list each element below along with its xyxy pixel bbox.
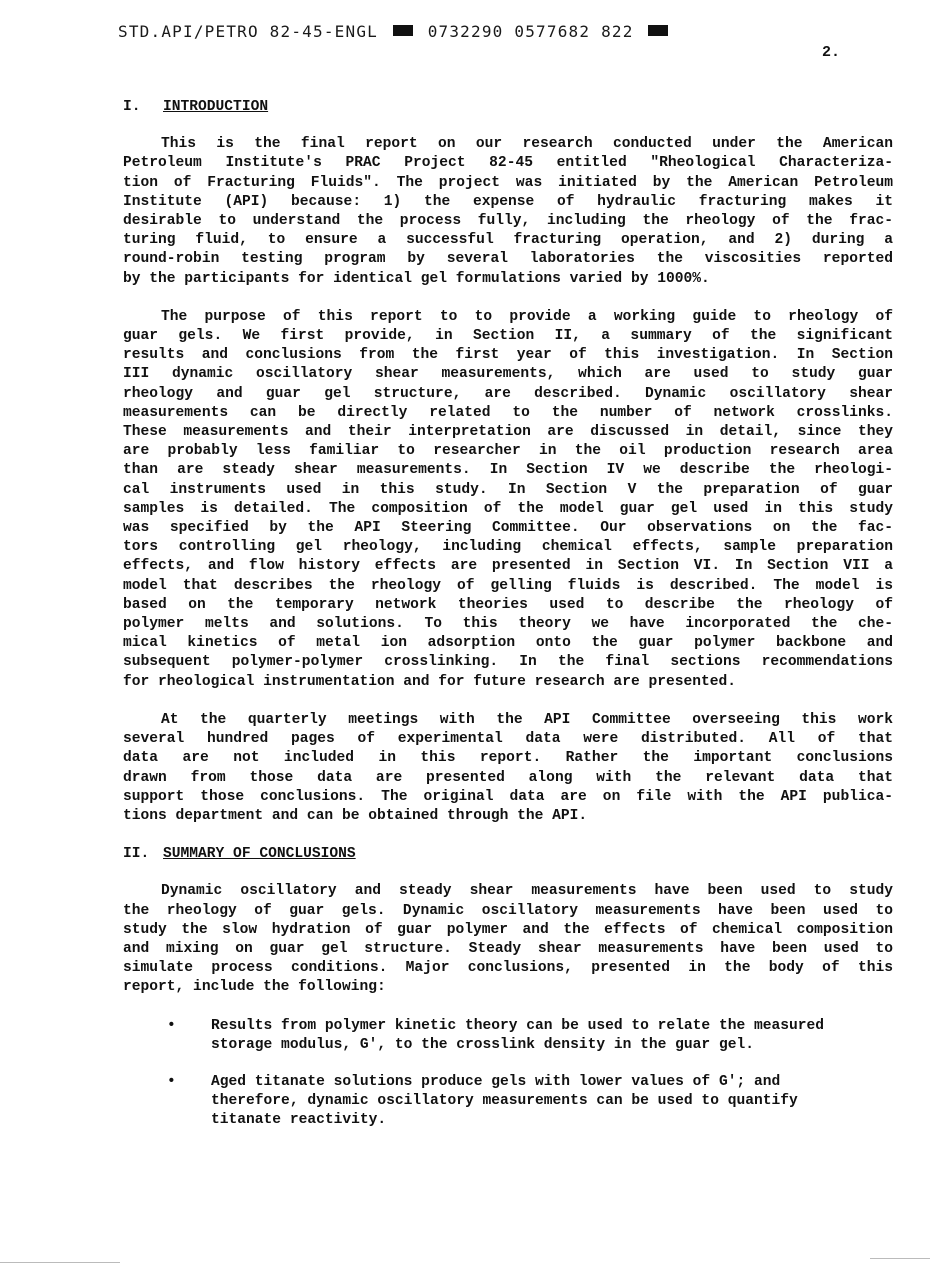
paragraph-line: report, include the following: — [123, 979, 386, 996]
bullet-line: storage modulus, G', to the crosslink density in the guar gel. — [211, 1036, 754, 1053]
scan-artifact — [0, 1262, 120, 1263]
paragraph-line: cal instruments used in this study. In Section V the preparation of guar — [123, 481, 893, 498]
paragraph-line: several hundred pages of experimental data were distributed. All of that — [123, 731, 893, 748]
paragraph-line: tors controlling gel rheology, including chemical effects, sample preparation — [123, 539, 893, 556]
paragraph-line: These measurements and their interpretation are discussed in detail, since they — [123, 424, 893, 441]
section-title: INTRODUCTION — [163, 99, 269, 115]
paragraph-line: by the participants for identical gel formulations varied by 1000%. — [123, 270, 710, 287]
section-number: II. — [123, 846, 150, 863]
bullet-line: titanate reactivity. — [211, 1112, 387, 1129]
paragraph-line: model that describes the rheology of gelling fluids is described. The model is — [123, 577, 893, 594]
paragraph-line: subsequent polymer-polymer crosslinking. In the final sections recommendations — [123, 654, 893, 671]
paragraph-line: results and conclusions from the first year of this investigation. In Section — [123, 347, 893, 364]
paragraph-line: Petroleum Institute's PRAC Project 82-45 entitled "Rheological Characteriza- — [123, 155, 893, 172]
paragraph-line: round-robin testing program by several laboratories the viscosities reported — [123, 251, 893, 268]
document-body — [123, 98, 893, 1149]
paragraph-line: based on the temporary network theories used to describe the rheology of — [123, 596, 893, 613]
paragraph-line: Dynamic oscillatory and steady shear measurements have been used to study — [161, 883, 893, 900]
section-number: I. — [123, 99, 141, 115]
paragraph-line: and mixing on guar gel structure. Steady shear measurements have been used to — [123, 940, 893, 957]
redaction-block — [393, 25, 413, 36]
section-heading — [123, 98, 893, 117]
paragraph-line: support those conclusions. The original data are on file with the API publica- — [123, 788, 893, 805]
paragraph — [123, 308, 893, 692]
bullet-marker: • — [167, 1073, 176, 1090]
paragraph-line: study the slow hydration of guar polymer and the effects of chemical composition — [123, 921, 893, 938]
header-code-2: 0577682 — [514, 22, 591, 41]
paragraph-line: measurements can be directly related to the number of network crosslinks. — [123, 404, 893, 421]
document-id: STD.API/PETRO 82-45-ENGL — [118, 22, 378, 41]
bullet-line: Results from polymer kinetic theory can be used to relate the measured — [211, 1017, 825, 1034]
paragraph-line: than are steady shear measurements. In Section IV we describe the rheologi- — [123, 462, 893, 479]
paragraph-line: simulate process conditions. Major conclusions, presented in the body of this — [123, 960, 893, 977]
section-heading — [123, 845, 893, 864]
paragraph — [123, 711, 893, 826]
paragraph-line: was specified by the API Steering Committee. Our observations on the fac- — [123, 520, 893, 537]
paragraph — [123, 882, 893, 997]
paragraph-line: drawn from those data are presented along with the relevant data that — [123, 769, 893, 786]
section-title: SUMMARY OF CONCLUSIONS — [163, 846, 356, 863]
bullet-marker: • — [167, 1017, 176, 1034]
paragraph-line: At the quarterly meetings with the API Committee overseeing this work — [161, 711, 893, 728]
paragraph-line: turing fluid, to ensure a successful fracturing operation, and 2) during a — [123, 232, 893, 249]
paragraph-line: Institute (API) because: 1) the expense of hydraulic fracturing makes it — [123, 193, 893, 210]
paragraph-line: tion of Fracturing Fluids". The project was initiated by the American Petroleum — [123, 174, 893, 191]
paragraph-line: data are not included in this report. Rather the important conclusions — [123, 750, 893, 767]
bullet-line: Aged titanate solutions produce gels with lower values of G'; and — [211, 1073, 781, 1090]
paragraph-line: guar gels. We first provide, in Section II, a summary of the significant — [123, 328, 893, 345]
paragraph-line: III dynamic oscillatory shear measurements, which are used to study guar — [123, 366, 893, 383]
paragraph-line: The purpose of this report to to provide a working guide to rheology of — [161, 308, 893, 325]
document-header — [118, 22, 672, 41]
bullet-item — [123, 1017, 893, 1055]
page-number: 2. — [822, 44, 841, 61]
paragraph-line: polymer melts and solutions. To this theory we have incorporated the che- — [123, 616, 893, 633]
paragraph-line: the rheology of guar gels. Dynamic oscillatory measurements have been used to — [123, 902, 893, 919]
paragraph — [123, 135, 893, 289]
paragraph-line: samples is detailed. The composition of the model guar gel used in this study — [123, 500, 893, 517]
paragraph-line: are probably less familiar to researcher in the oil production research area — [123, 443, 893, 460]
bullet-item — [123, 1073, 893, 1131]
header-code-1: 0732290 — [427, 22, 504, 41]
scan-artifact — [870, 1258, 930, 1259]
redaction-block — [648, 25, 668, 36]
header-code-3: 822 — [601, 22, 634, 41]
paragraph-line: desirable to understand the process fully, including the rheology of the frac- — [123, 213, 893, 230]
paragraph-line: This is the final report on our research conducted under the American — [161, 136, 893, 153]
paragraph-line: mical kinetics of metal ion adsorption onto the guar polymer backbone and — [123, 635, 893, 652]
paragraph-line: effects, and flow history effects are presented in Section VI. In Section VII a — [123, 558, 893, 575]
bullet-list — [123, 1017, 893, 1131]
paragraph-line: tions department and can be obtained through the API. — [123, 807, 588, 824]
paragraph-line: for rheological instrumentation and for future research are presented. — [123, 673, 737, 690]
bullet-line: therefore, dynamic oscillatory measurements can be used to quantify — [211, 1093, 798, 1110]
paragraph-line: rheology and guar gel structure, are described. Dynamic oscillatory shear — [123, 385, 893, 402]
